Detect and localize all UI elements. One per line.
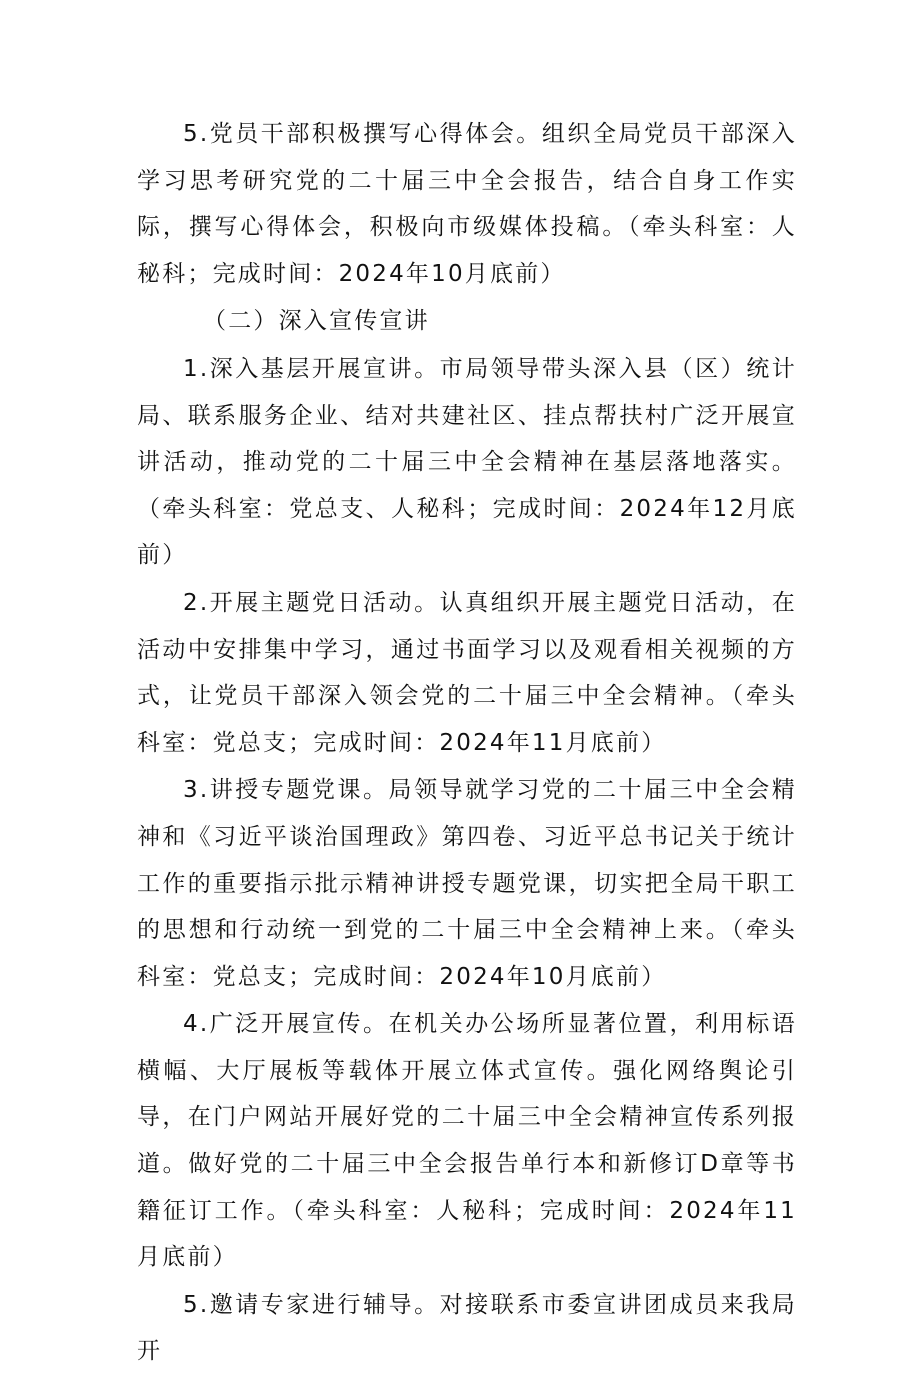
section-heading-publicity: （二）深入宣传宣讲 [203,308,430,335]
paragraph-party-day-activity: 2.开展主题党日活动。认真组织开展主题党日活动，在活动中安排集中学习，通过书面学习以及观看相关视频的方式，让党员干部深入领会党的二十届三中全会精神。（牵头科室：党总支；完成时间：2024年11月底前） [137,589,797,756]
paragraph-wide-publicity: 4.广泛开展宣传。在机关办公场所显著位置，利用标语横幅、大厅展板等载体开展立体式宣传。强化网络舆论引导，在门户网站开展好党的二十届三中全会精神宣传系列报道。做好党的二十届三中全会报告单行本和新修订D章等书籍征订工作。（牵头科室：人秘科；完成时间：2024年11月底前） [137,1011,797,1271]
paragraph-grassroots-lectures: 1.深入基层开展宣讲。市局领导带头深入县（区）统计局、联系服务企业、结对共建社区、挂点帮扶村广泛开展宣讲活动，推动党的二十届三中全会精神在基层落地落实。（牵头科室：党总支、人秘科；完成时间：2024年12月底前） [137,355,797,569]
paragraph-expert-guidance: 5.邀请专家进行辅导。对接联系市委宣讲团成员来我局开 [137,1291,797,1365]
paragraph-party-members-reflections: 5.党员干部积极撰写心得体会。组织全局党员干部深入学习思考研究党的二十届三中全会报告，结合自身工作实际，撰写心得体会，积极向市级媒体投稿。（牵头科室：人秘科；完成时间：2024年10月底前） [137,121,797,287]
paragraph-special-party-lesson: 3.讲授专题党课。局领导就学习党的二十届三中全会精神和《习近平谈治国理政》第四卷、习近平总书记关于统计工作的重要指示批示精神讲授专题党课，切实把全局干职工的思想和行动统一到党的二十届三中全会精神上来。（牵头科室：党总支；完成时间：2024年10月底前） [137,777,797,990]
document-body [137,111,797,1376]
